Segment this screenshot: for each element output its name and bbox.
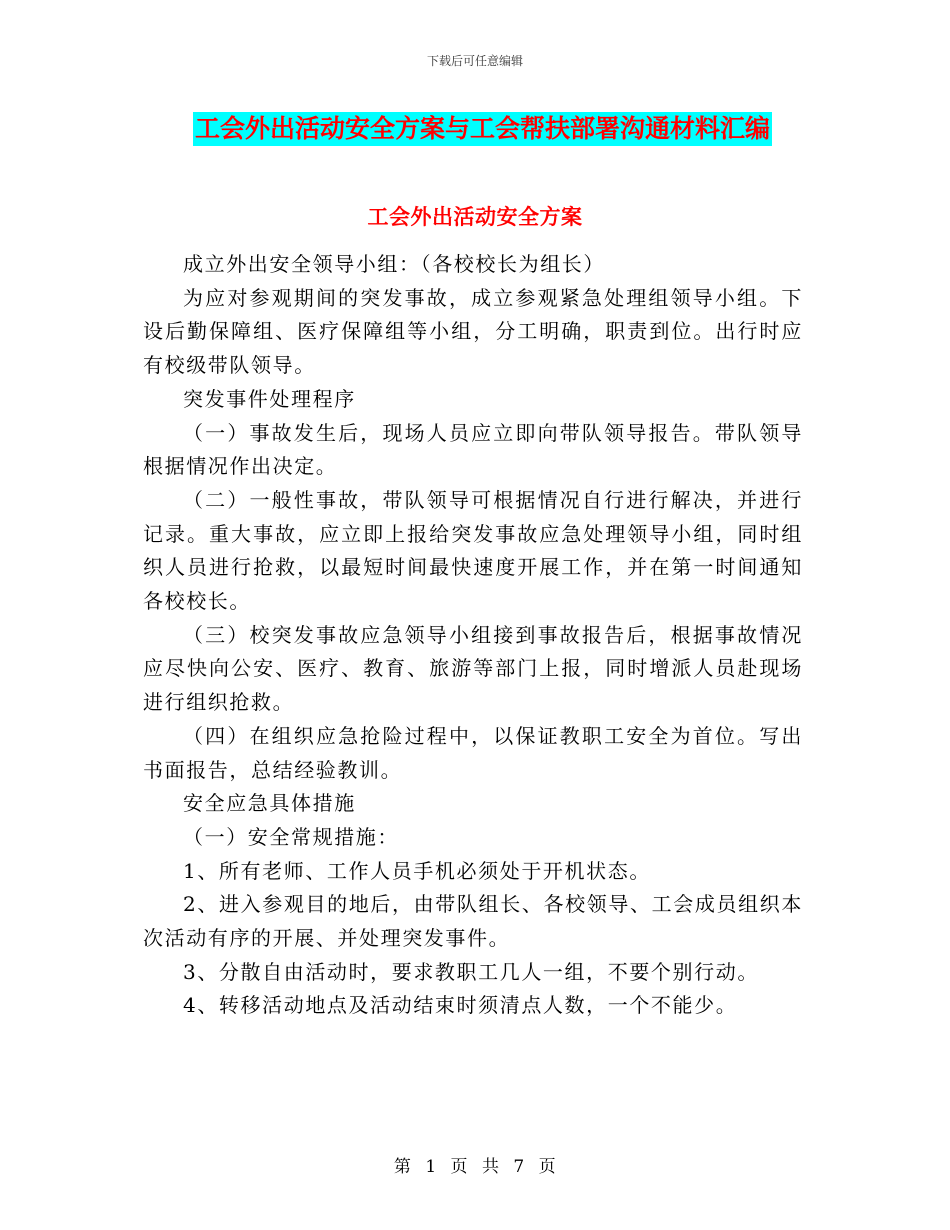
paragraph: （二）一般性事故，带队领导可根据情况自行进行解决，并进行记录。重大事故，应立即上报给突发事故应急处理领导小组，同时组织人员进行抢救，以最短时间最快速度开展工作，并在第一时间通知各校校长。 bbox=[143, 487, 803, 614]
paragraph: （四）在组织应急抢险过程中，以保证教职工安全为首位。写出书面报告，总结经验教训。 bbox=[143, 723, 803, 782]
paragraph: （三）校突发事故应急领导小组接到事故报告后，根据事故情况应尽快向公安、医疗、教育、旅游等部门上报，同时增派人员赴现场进行组织抢救。 bbox=[143, 622, 803, 715]
footer-label-total: 共 bbox=[481, 1157, 500, 1177]
paragraph: 突发事件处理程序 bbox=[183, 386, 356, 411]
footer-label-of: 页 bbox=[450, 1157, 469, 1177]
paragraph: 1、所有老师、工作人员手机必须处于开机状态。 bbox=[183, 858, 651, 883]
document-body bbox=[143, 248, 803, 1023]
footer-label-page: 第 bbox=[393, 1157, 412, 1177]
footer-label-pages: 页 bbox=[538, 1157, 557, 1177]
page-header-note: 下载后可任意编辑 bbox=[426, 54, 523, 68]
paragraph: 4、转移活动地点及活动结束时须清点人数，一个不能少。 bbox=[183, 993, 738, 1018]
paragraph: （一）安全常规措施： bbox=[183, 824, 399, 849]
paragraph: 成立外出安全领导小组：（各校校长为组长） bbox=[183, 252, 605, 276]
paragraph: 3、分散自由活动时，要求教职工几人一组，不要个别行动。 bbox=[183, 959, 759, 984]
page-number-footer bbox=[0, 1156, 950, 1178]
section-title: 工会外出活动安全方案 bbox=[367, 204, 583, 229]
paragraph: （一）事故发生后，现场人员应立即向带队领导报告。带队领导根据情况作出决定。 bbox=[143, 420, 803, 479]
paragraph: 2、进入参观目的地后，由带队组长、各校领导、工会成员组织本次活动有序的开展、并处理突发事件。 bbox=[143, 892, 803, 951]
document-main-title: 工会外出活动安全方案与工会帮扶部署沟通材料汇编 bbox=[193, 112, 772, 146]
paragraph: 为应对参观期间的突发事故，成立参观紧急处理组领导小组。下设后勤保障组、医疗保障组等小组，分工明确，职责到位。出行时应有校级带队领导。 bbox=[143, 285, 803, 378]
footer-total-pages: 7 bbox=[513, 1157, 525, 1177]
footer-current-page: 1 bbox=[425, 1157, 437, 1177]
paragraph: 安全应急具体措施 bbox=[183, 791, 356, 816]
